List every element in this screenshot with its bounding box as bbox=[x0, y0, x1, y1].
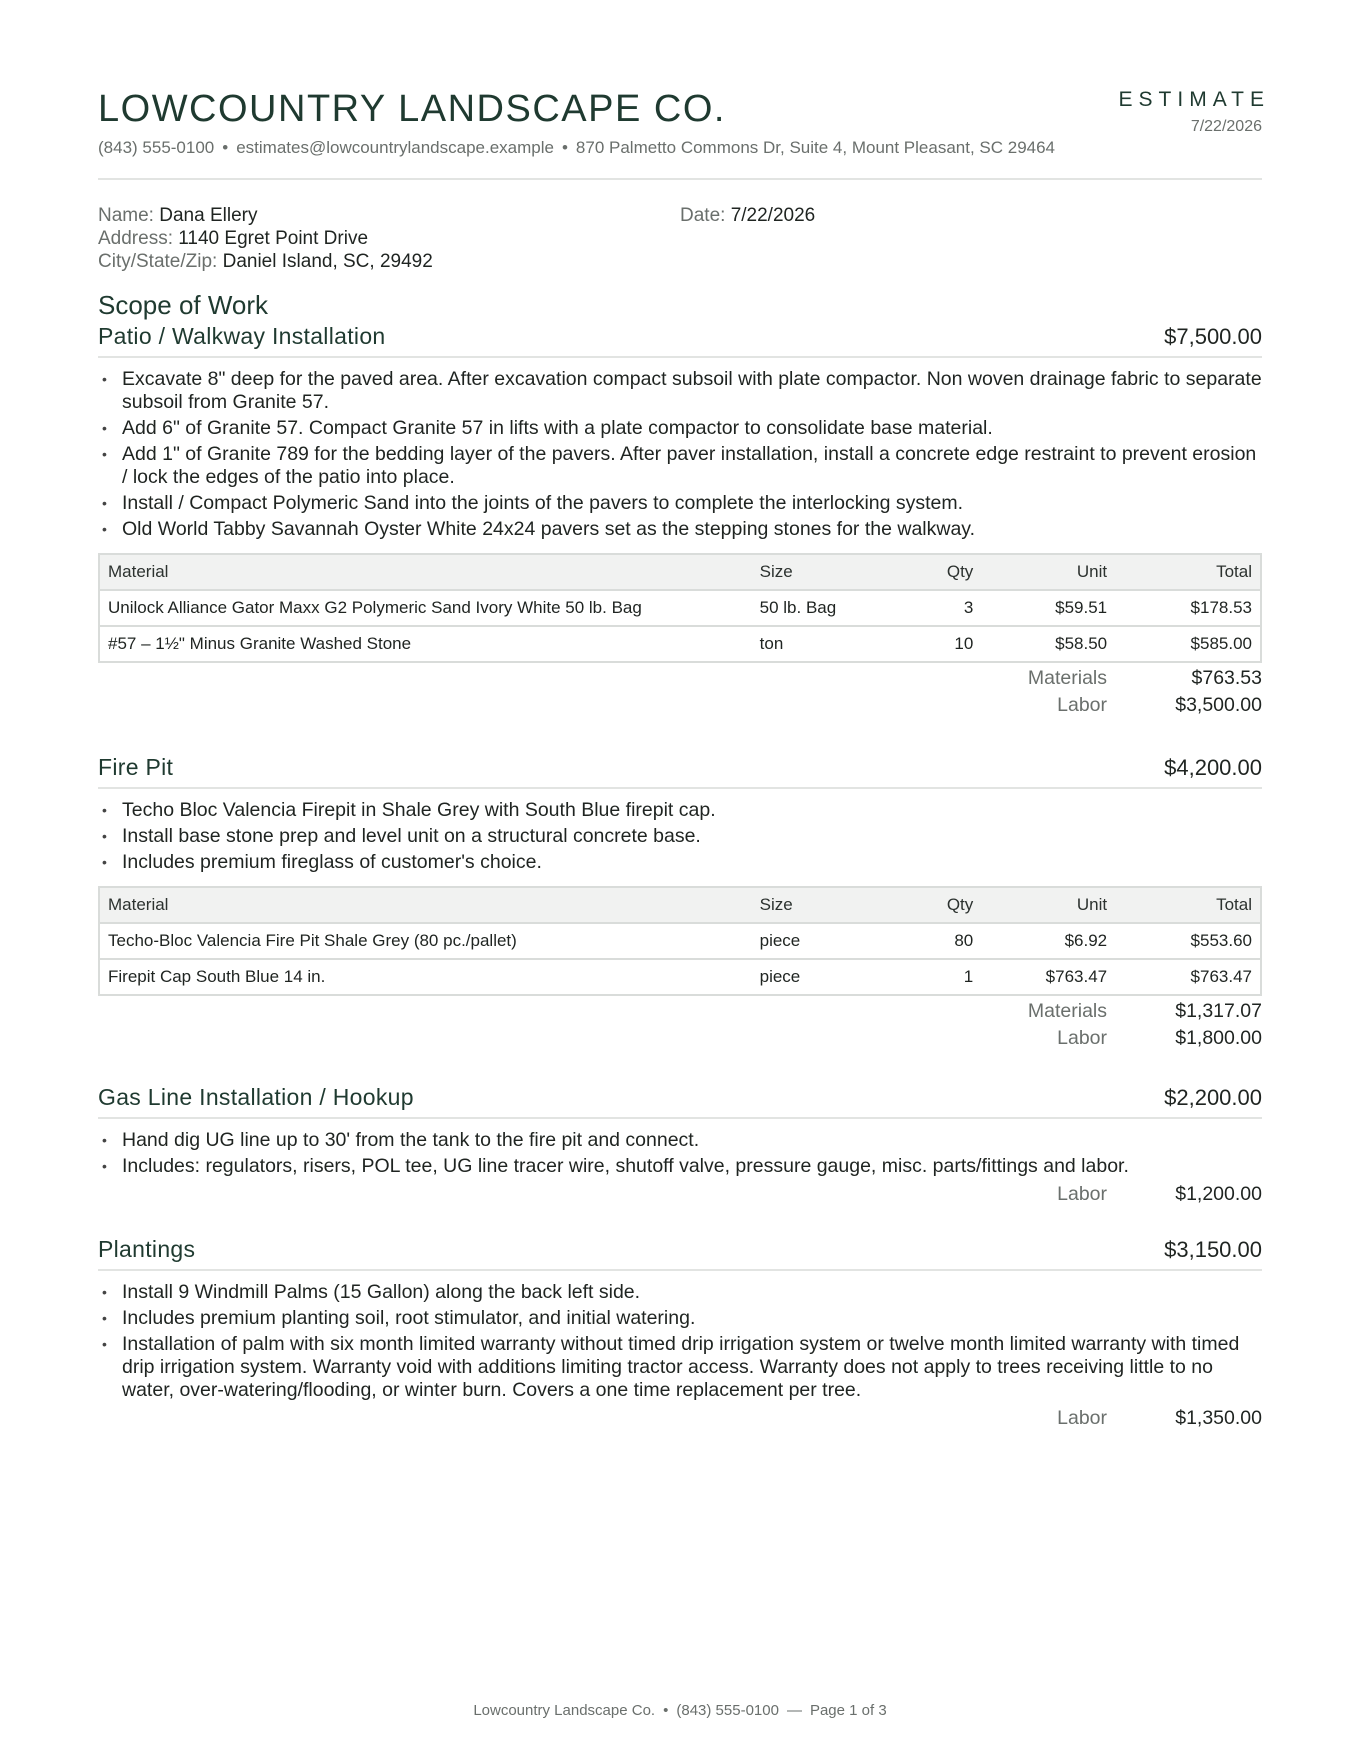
cell-size: ton bbox=[759, 634, 784, 653]
summary-value: $1,200.00 bbox=[1175, 1183, 1262, 1205]
company-contact bbox=[98, 138, 1055, 158]
table-row bbox=[99, 626, 1261, 662]
company-phone: (843) 555-0100 bbox=[98, 138, 215, 157]
summary-row bbox=[98, 665, 1262, 692]
section-plantings bbox=[98, 1231, 1262, 1432]
table-row bbox=[99, 590, 1261, 626]
col-material: Material bbox=[99, 887, 752, 923]
col-total: Total bbox=[1115, 887, 1261, 923]
cell-total: $553.60 bbox=[1115, 923, 1261, 959]
estimate-date-label: Date: bbox=[680, 205, 726, 226]
section-header bbox=[98, 318, 1262, 358]
bullet-item: • Installation of palm with six month limited warranty without timed drip irrigation system or twelve month limited warranty with timed drip irrigation system. Warranty void with additions limiting tractor access. Warranty does not apply to trees receiving little to no water, over-watering/flooding, or winter burn. Covers a one time replacement per tree. bbox=[98, 1333, 1262, 1402]
summary-row bbox=[98, 998, 1262, 1025]
customer-address-row bbox=[98, 227, 433, 250]
scope-of-work-title: Scope of Work bbox=[98, 290, 269, 320]
bullet-item: • Old World Tabby Savannah Oyster White 24x24 pavers set as the stepping stones for the walkway. bbox=[98, 518, 1262, 541]
col-material: Material bbox=[99, 554, 752, 590]
cell-material: Unilock Alliance Gator Maxx G2 Polymeric Sand Ivory White 50 lb. Bag bbox=[99, 590, 752, 626]
col-qty: Qty bbox=[881, 887, 981, 923]
section-bullets bbox=[98, 368, 1262, 541]
table-header-row bbox=[99, 887, 1261, 923]
summary-value: $1,317.07 bbox=[1175, 1000, 1262, 1022]
cell-qty: 80 bbox=[881, 923, 981, 959]
summary-row bbox=[98, 692, 1262, 719]
footer-separator: • bbox=[663, 1702, 669, 1719]
summary-label: Materials bbox=[1027, 667, 1107, 689]
footer-separator: — bbox=[786, 1702, 802, 1719]
section-bullets bbox=[98, 1281, 1262, 1402]
section-patio-walkway bbox=[98, 318, 1262, 719]
summary-value: $3,500.00 bbox=[1175, 694, 1262, 716]
summary-value: $1,800.00 bbox=[1175, 1027, 1262, 1049]
cell-unit: $59.51 bbox=[981, 590, 1115, 626]
summary-row bbox=[98, 1405, 1262, 1432]
section-summary bbox=[98, 1181, 1262, 1208]
summary-label: Materials bbox=[1027, 1000, 1107, 1022]
cell-material: #57 – 1½" Minus Granite Washed Stone bbox=[108, 634, 412, 653]
bullet-item: • Excavate 8" deep for the paved area. After excavation compact subsoil with plate compactor. Non woven drainage fabric to separate subsoil from Granite 57. bbox=[98, 368, 1262, 414]
cell-material: Techo-Bloc Valencia Fire Pit Shale Grey (80 pc./pallet) bbox=[99, 923, 752, 959]
cell-size: piece bbox=[759, 967, 801, 986]
estimate-date: 7/22/2026 bbox=[730, 205, 816, 226]
section-title: Patio / Walkway Installation bbox=[98, 323, 386, 349]
section-summary bbox=[98, 1405, 1262, 1432]
section-header bbox=[98, 1231, 1262, 1271]
summary-row bbox=[98, 1025, 1262, 1052]
bullet-item: • Add 6" of Granite 57. Compact Granite 57 in lifts with a plate compactor to consolidate base material. bbox=[98, 417, 1262, 440]
table-row bbox=[99, 959, 1261, 995]
table-row bbox=[99, 923, 1261, 959]
section-price: $2,200.00 bbox=[1164, 1085, 1262, 1110]
section-summary bbox=[98, 998, 1262, 1052]
footer-phone: (843) 555-0100 bbox=[676, 1702, 779, 1719]
footer-company: Lowcountry Landscape Co. bbox=[473, 1702, 656, 1719]
bullet-item: • Install / Compact Polymeric Sand into the joints of the pavers to complete the interlocking system. bbox=[98, 492, 1262, 515]
contact-separator: • bbox=[222, 138, 229, 157]
table-header-row bbox=[99, 554, 1261, 590]
bullet-item: • Install 9 Windmill Palms (15 Gallon) along the back left side. bbox=[98, 1281, 1262, 1304]
section-bullets bbox=[98, 1129, 1262, 1178]
summary-row bbox=[98, 1181, 1262, 1208]
col-size: Size bbox=[752, 887, 882, 923]
document-date: 7/22/2026 bbox=[1190, 118, 1262, 135]
section-gas-line bbox=[98, 1079, 1262, 1208]
customer-address: 1140 Egret Point Drive bbox=[178, 228, 369, 249]
customer-name-label: Name: bbox=[98, 205, 154, 226]
section-fire-pit bbox=[98, 749, 1262, 1052]
customer-name: Dana Ellery bbox=[159, 205, 258, 226]
footer-page-number: Page 1 of 3 bbox=[809, 1702, 887, 1719]
summary-label: Labor bbox=[1057, 694, 1107, 716]
summary-value: $1,350.00 bbox=[1175, 1407, 1262, 1429]
section-title: Gas Line Installation / Hookup bbox=[98, 1084, 414, 1110]
section-title: Fire Pit bbox=[98, 754, 174, 780]
summary-value: $763.53 bbox=[1191, 667, 1262, 689]
materials-table bbox=[98, 886, 1262, 996]
bullet-item: • Techo Bloc Valencia Firepit in Shale Grey with South Blue firepit cap. bbox=[98, 799, 1262, 822]
section-header bbox=[98, 749, 1262, 789]
bullet-item: • Install base stone prep and level unit on a structural concrete base. bbox=[98, 825, 1262, 848]
cell-total: $178.53 bbox=[1115, 590, 1261, 626]
cell-size: 50 lb. Bag bbox=[752, 590, 882, 626]
col-unit: Unit bbox=[981, 554, 1115, 590]
cell-total: $585.00 bbox=[1190, 634, 1252, 653]
customer-info bbox=[98, 204, 433, 273]
col-unit: Unit bbox=[981, 887, 1115, 923]
cell-qty: 3 bbox=[881, 590, 981, 626]
summary-label: Labor bbox=[1057, 1027, 1107, 1049]
estimate-page bbox=[98, 0, 1270, 1760]
company-email: estimates@lowcountrylandscape.example bbox=[236, 138, 554, 157]
cell-size: piece bbox=[752, 923, 882, 959]
cell-qty: 1 bbox=[963, 967, 974, 986]
section-bullets bbox=[98, 799, 1262, 874]
cell-material: Firepit Cap South Blue 14 in. bbox=[108, 967, 326, 986]
document-type: ESTIMATE bbox=[1118, 88, 1270, 111]
section-price: $7,500.00 bbox=[1164, 324, 1262, 349]
cell-total: $763.47 bbox=[1190, 967, 1252, 986]
section-summary bbox=[98, 665, 1262, 719]
bullet-item: • Includes premium planting soil, root stimulator, and initial watering. bbox=[98, 1307, 1262, 1330]
section-header bbox=[98, 1079, 1262, 1119]
company-name: LOWCOUNTRY LANDSCAPE CO. bbox=[98, 88, 726, 130]
customer-name-row bbox=[98, 204, 433, 227]
contact-separator: • bbox=[561, 138, 568, 157]
page-footer bbox=[98, 1702, 1262, 1719]
cell-unit: $6.92 bbox=[981, 923, 1115, 959]
section-title: Plantings bbox=[98, 1236, 196, 1262]
cell-qty: 10 bbox=[954, 634, 974, 653]
header-divider bbox=[98, 178, 1262, 180]
cell-unit: $763.47 bbox=[1045, 967, 1108, 986]
bullet-item: • Add 1" of Granite 789 for the bedding layer of the pavers. After paver installation, install a concrete edge restraint to prevent erosion / lock the edges of the patio into place. bbox=[98, 443, 1262, 489]
section-price: $3,150.00 bbox=[1164, 1237, 1262, 1262]
materials-table bbox=[98, 553, 1262, 663]
bullet-item: • Includes premium fireglass of customer's choice. bbox=[98, 851, 1262, 874]
col-qty: Qty bbox=[881, 554, 981, 590]
customer-address-label: Address: bbox=[98, 228, 173, 249]
summary-label: Labor bbox=[1057, 1183, 1107, 1205]
customer-csz-label: City/State/Zip: bbox=[98, 251, 218, 272]
estimate-date-info bbox=[680, 204, 815, 227]
col-total: Total bbox=[1115, 554, 1261, 590]
customer-csz: Daniel Island, SC, 29492 bbox=[222, 251, 433, 272]
bullet-item: • Includes: regulators, risers, POL tee, UG line tracer wire, shutoff valve, pressure gauge, misc. parts/fittings and labor. bbox=[98, 1155, 1262, 1178]
customer-csz-row bbox=[98, 250, 433, 273]
col-size: Size bbox=[752, 554, 882, 590]
bullet-item: • Hand dig UG line up to 30' from the tank to the fire pit and connect. bbox=[98, 1129, 1262, 1152]
company-address: 870 Palmetto Commons Dr, Suite 4, Mount Pleasant, SC 29464 bbox=[575, 138, 1056, 157]
cell-unit: $58.50 bbox=[1055, 634, 1108, 653]
summary-label: Labor bbox=[1057, 1407, 1107, 1429]
section-price: $4,200.00 bbox=[1164, 755, 1262, 780]
